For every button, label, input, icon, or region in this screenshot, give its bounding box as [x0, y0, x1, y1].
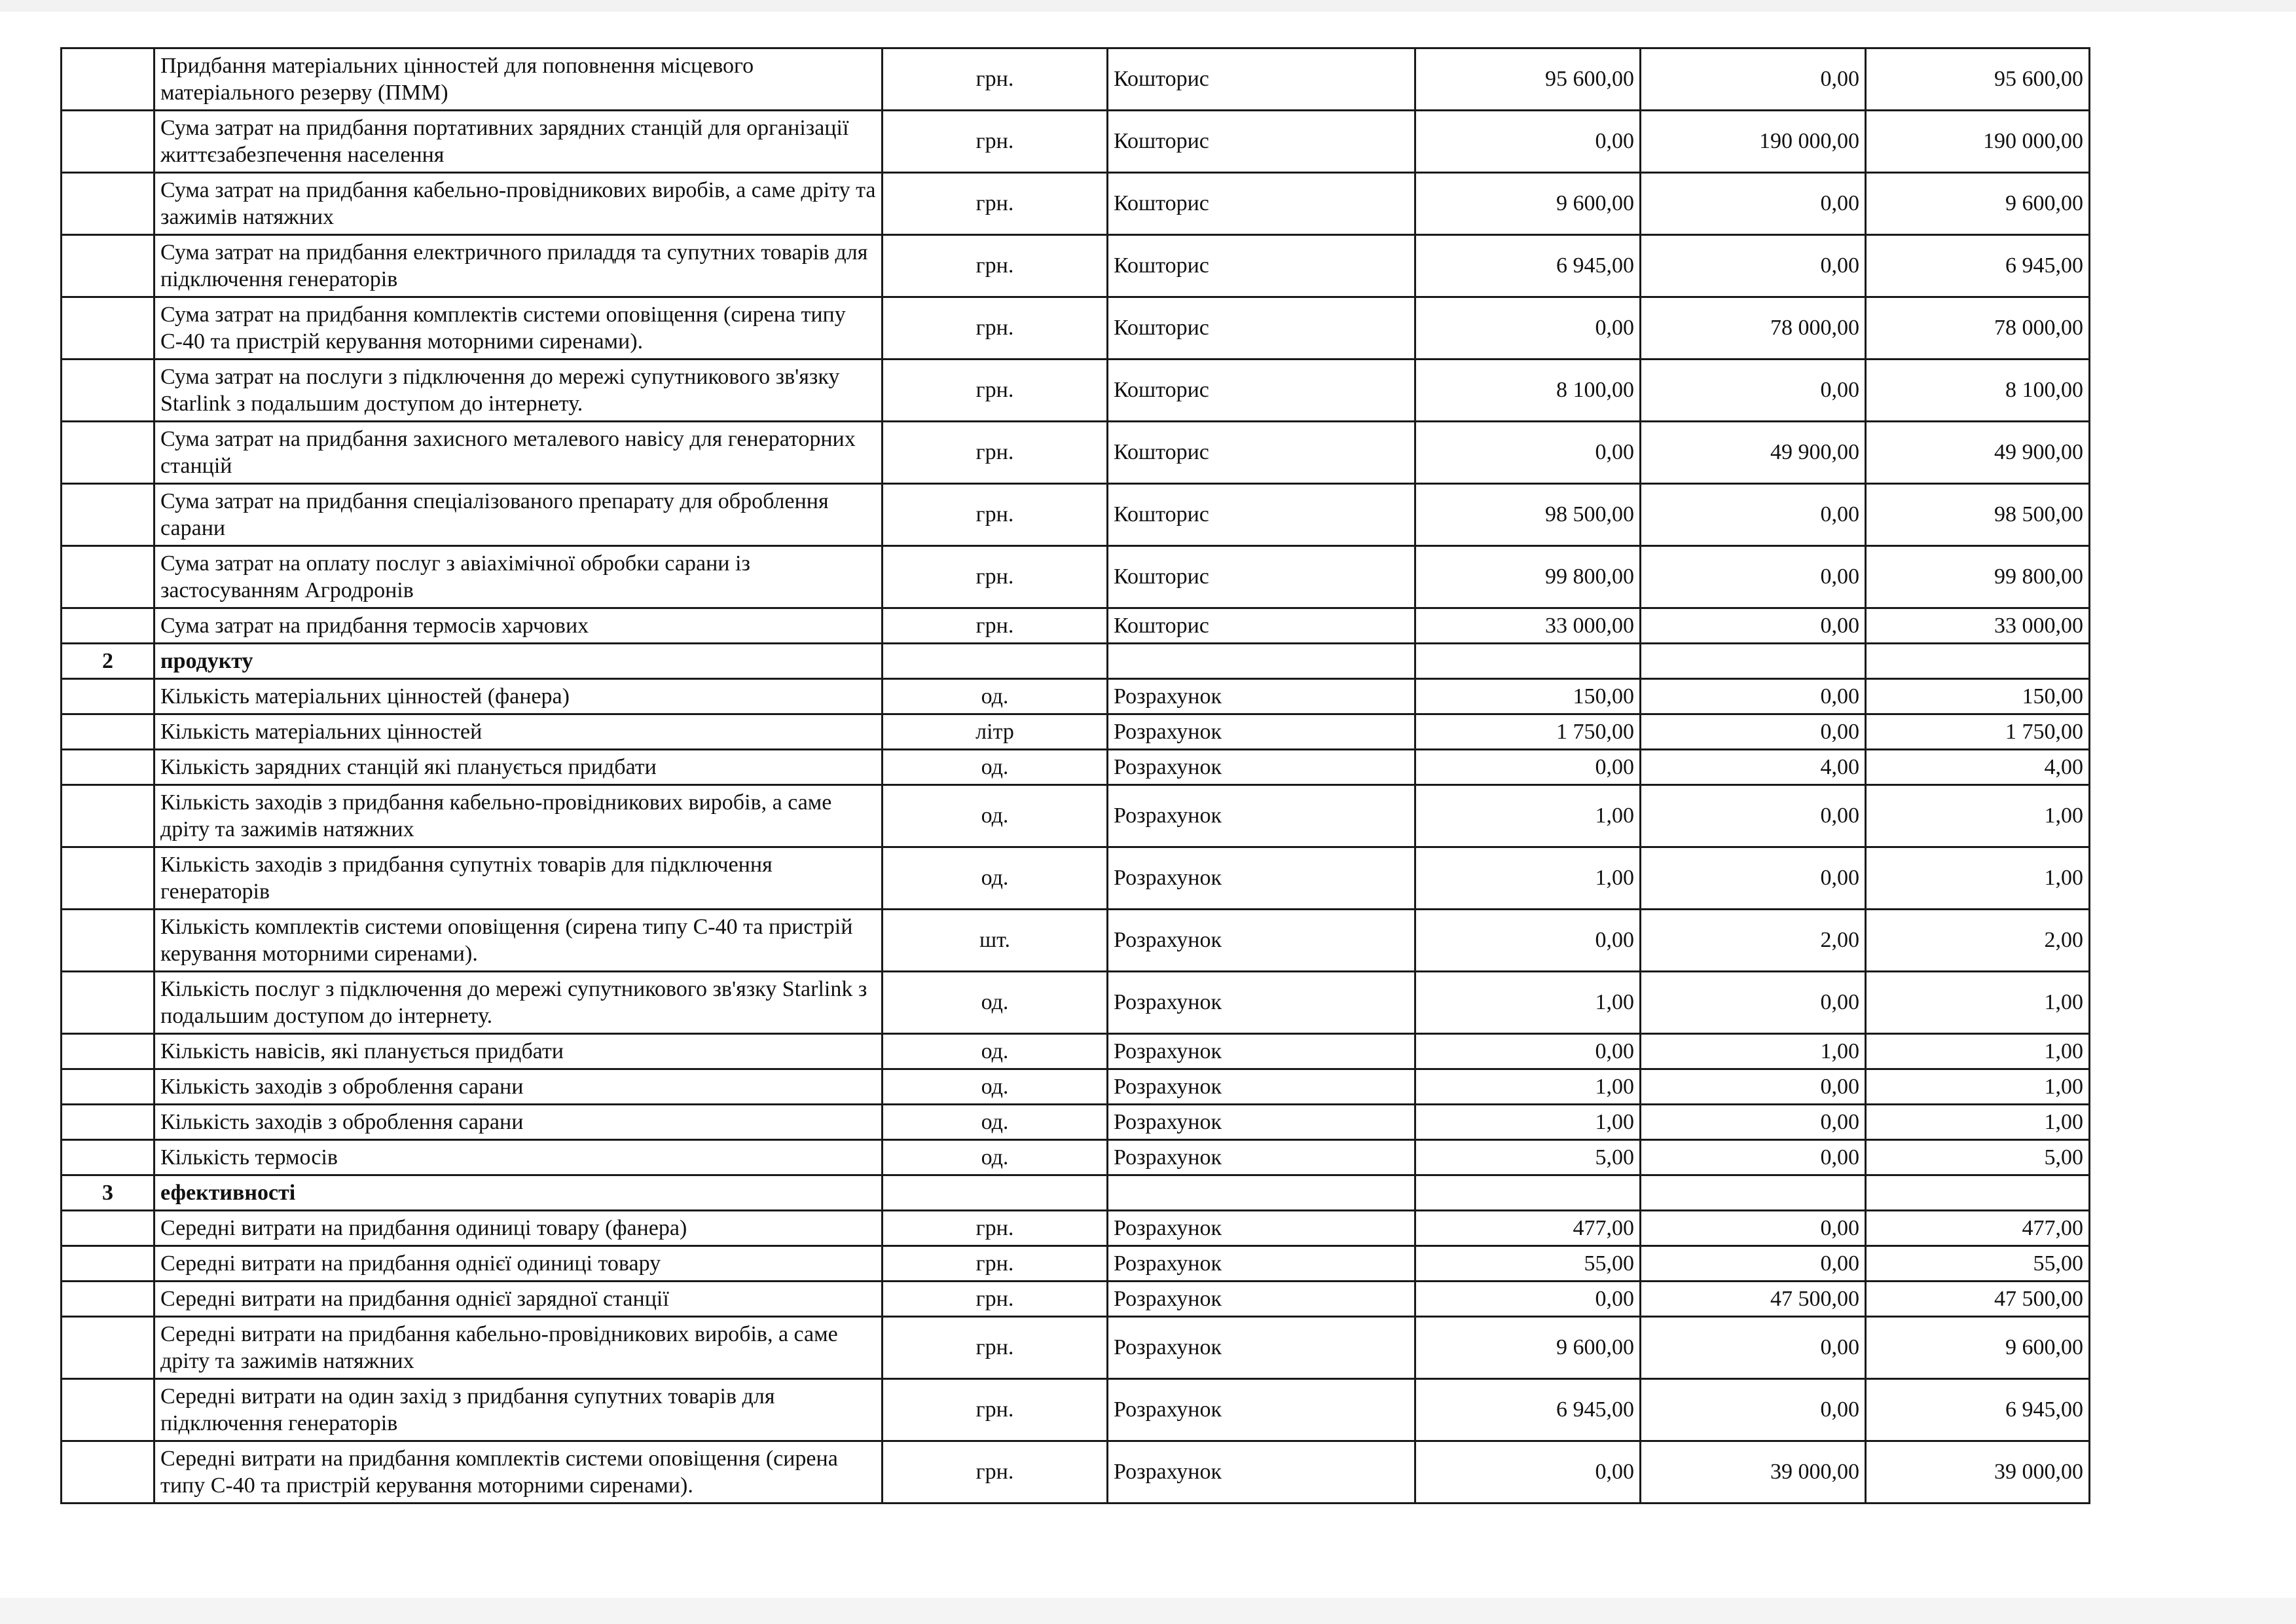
- value-total-cell: [1866, 644, 2090, 679]
- source-cell: Кошторис: [1108, 297, 1415, 360]
- value-general-fund-cell: 5,00: [1415, 1140, 1641, 1175]
- value-total-cell: 33 000,00: [1866, 608, 2090, 644]
- row-number-cell: [62, 48, 155, 111]
- value-total-cell: 1,00: [1866, 847, 2090, 910]
- row-number-cell: [62, 1246, 155, 1282]
- value-special-fund-cell: 0,00: [1641, 847, 1866, 910]
- indicator-name-cell: Середні витрати на один захід з придбання супутних товарів для підключення генераторів: [155, 1379, 883, 1441]
- value-total-cell: 1,00: [1866, 1105, 2090, 1140]
- unit-cell: грн.: [883, 111, 1108, 173]
- source-cell: Кошторис: [1108, 546, 1415, 608]
- value-total-cell: 95 600,00: [1866, 48, 2090, 111]
- value-special-fund-cell: 0,00: [1641, 1069, 1866, 1105]
- value-total-cell: 49 900,00: [1866, 422, 2090, 484]
- indicator-name-cell: Сума затрат на придбання кабельно-провідникових виробів, а саме дріту та зажимів натяжних: [155, 173, 883, 235]
- row-number-cell: [62, 235, 155, 297]
- source-cell: Розрахунок: [1108, 972, 1415, 1034]
- value-general-fund-cell: 9 600,00: [1415, 173, 1641, 235]
- value-special-fund-cell: 47 500,00: [1641, 1282, 1866, 1317]
- value-special-fund-cell: 0,00: [1641, 360, 1866, 422]
- source-cell: [1108, 1175, 1415, 1211]
- value-general-fund-cell: 9 600,00: [1415, 1317, 1641, 1379]
- source-cell: Розрахунок: [1108, 1379, 1415, 1441]
- value-special-fund-cell: 39 000,00: [1641, 1441, 1866, 1504]
- source-cell: Розрахунок: [1108, 1246, 1415, 1282]
- indicator-name-cell: Сума затрат на придбання портативних зарядних станцій для організації життєзабезпечення населення: [155, 111, 883, 173]
- source-cell: Розрахунок: [1108, 785, 1415, 847]
- row-number-cell: [62, 847, 155, 910]
- value-special-fund-cell: 0,00: [1641, 1317, 1866, 1379]
- indicator-name-cell: Середні витрати на придбання однієї зарядної станції: [155, 1282, 883, 1317]
- table-row: [62, 360, 2090, 422]
- source-cell: Кошторис: [1108, 235, 1415, 297]
- value-special-fund-cell: 78 000,00: [1641, 297, 1866, 360]
- unit-cell: грн.: [883, 484, 1108, 546]
- unit-cell: од.: [883, 847, 1108, 910]
- indicator-name-cell: Кількість заходів з оброблення сарани: [155, 1069, 883, 1105]
- unit-cell: грн.: [883, 173, 1108, 235]
- source-cell: Розрахунок: [1108, 1069, 1415, 1105]
- table-row: [62, 1105, 2090, 1140]
- source-cell: Розрахунок: [1108, 1211, 1415, 1246]
- table-row: [62, 297, 2090, 360]
- value-general-fund-cell: 6 945,00: [1415, 1379, 1641, 1441]
- row-number-cell: [62, 910, 155, 972]
- table-row: [62, 1282, 2090, 1317]
- value-special-fund-cell: 0,00: [1641, 1140, 1866, 1175]
- table-row: [62, 1246, 2090, 1282]
- unit-cell: грн.: [883, 360, 1108, 422]
- source-cell: Розрахунок: [1108, 679, 1415, 714]
- unit-cell: грн.: [883, 1441, 1108, 1504]
- value-special-fund-cell: 0,00: [1641, 1105, 1866, 1140]
- indicator-name-cell: Кількість заходів з придбання кабельно-провідникових виробів, а саме дріту та зажимів натяжних: [155, 785, 883, 847]
- source-cell: Кошторис: [1108, 484, 1415, 546]
- row-number-cell: [62, 679, 155, 714]
- value-special-fund-cell: 0,00: [1641, 608, 1866, 644]
- value-general-fund-cell: 6 945,00: [1415, 235, 1641, 297]
- table-row: [62, 750, 2090, 785]
- value-special-fund-cell: 4,00: [1641, 750, 1866, 785]
- row-number-cell: [62, 750, 155, 785]
- value-total-cell: 8 100,00: [1866, 360, 2090, 422]
- value-special-fund-cell: [1641, 1175, 1866, 1211]
- scan-edge-bottom: [0, 1598, 2296, 1624]
- value-general-fund-cell: 0,00: [1415, 910, 1641, 972]
- row-number-cell: [62, 1317, 155, 1379]
- value-special-fund-cell: 0,00: [1641, 1211, 1866, 1246]
- unit-cell: грн.: [883, 1317, 1108, 1379]
- unit-cell: од.: [883, 679, 1108, 714]
- row-number-cell: [62, 1211, 155, 1246]
- value-total-cell: 98 500,00: [1866, 484, 2090, 546]
- indicator-name-cell: Кількість заходів з придбання супутніх товарів для підключення генераторів: [155, 847, 883, 910]
- row-number-cell: [62, 1140, 155, 1175]
- value-general-fund-cell: 55,00: [1415, 1246, 1641, 1282]
- table-row: [62, 785, 2090, 847]
- table-row: [62, 1034, 2090, 1069]
- value-special-fund-cell: 0,00: [1641, 1246, 1866, 1282]
- value-special-fund-cell: 0,00: [1641, 546, 1866, 608]
- value-total-cell: 78 000,00: [1866, 297, 2090, 360]
- source-cell: Розрахунок: [1108, 847, 1415, 910]
- value-special-fund-cell: [1641, 644, 1866, 679]
- table-row: [62, 714, 2090, 750]
- indicator-name-cell: Придбання матеріальних цінностей для поповнення місцевого матеріального резерву (ПММ): [155, 48, 883, 111]
- value-total-cell: 1,00: [1866, 1069, 2090, 1105]
- value-special-fund-cell: 0,00: [1641, 484, 1866, 546]
- value-total-cell: 47 500,00: [1866, 1282, 2090, 1317]
- value-general-fund-cell: 0,00: [1415, 422, 1641, 484]
- table-row: [62, 48, 2090, 111]
- table-row: [62, 546, 2090, 608]
- source-cell: Кошторис: [1108, 360, 1415, 422]
- row-number-cell: [62, 972, 155, 1034]
- row-number-cell: [62, 1441, 155, 1504]
- row-number-cell: [62, 1379, 155, 1441]
- indicator-name-cell: Середні витрати на придбання однієї одиниці товару: [155, 1246, 883, 1282]
- value-total-cell: [1866, 1175, 2090, 1211]
- unit-cell: грн.: [883, 1246, 1108, 1282]
- unit-cell: грн.: [883, 608, 1108, 644]
- table-row: [62, 1441, 2090, 1504]
- unit-cell: од.: [883, 1069, 1108, 1105]
- scan-edge-top: [0, 0, 2296, 12]
- table-row: [62, 1140, 2090, 1175]
- indicator-name-cell: Середні витрати на придбання кабельно-провідникових виробів, а саме дріту та зажимів натяжних: [155, 1317, 883, 1379]
- value-total-cell: 39 000,00: [1866, 1441, 2090, 1504]
- value-total-cell: 2,00: [1866, 910, 2090, 972]
- table-row: [62, 235, 2090, 297]
- source-cell: Кошторис: [1108, 608, 1415, 644]
- value-special-fund-cell: 0,00: [1641, 785, 1866, 847]
- indicators-table-body: [62, 48, 2090, 1504]
- indicator-name-cell: Сума затрат на придбання комплектів системи оповіщення (сирена типу С-40 та пристрій керування моторними сиренами).: [155, 297, 883, 360]
- row-number-cell: [62, 422, 155, 484]
- source-cell: Розрахунок: [1108, 910, 1415, 972]
- indicator-name-cell: Середні витрати на придбання комплектів системи оповіщення (сирена типу С-40 та пристрій керування моторними сиренами).: [155, 1441, 883, 1504]
- table-row: [62, 1069, 2090, 1105]
- unit-cell: од.: [883, 785, 1108, 847]
- value-total-cell: 477,00: [1866, 1211, 2090, 1246]
- value-general-fund-cell: 0,00: [1415, 1282, 1641, 1317]
- value-special-fund-cell: 0,00: [1641, 679, 1866, 714]
- section-header-row: [62, 1175, 2090, 1211]
- unit-cell: од.: [883, 1140, 1108, 1175]
- value-general-fund-cell: 99 800,00: [1415, 546, 1641, 608]
- unit-cell: шт.: [883, 910, 1108, 972]
- unit-cell: од.: [883, 972, 1108, 1034]
- unit-cell: літр: [883, 714, 1108, 750]
- row-number-cell: 2: [62, 644, 155, 679]
- row-number-cell: [62, 297, 155, 360]
- value-total-cell: 9 600,00: [1866, 1317, 2090, 1379]
- source-cell: Кошторис: [1108, 173, 1415, 235]
- value-general-fund-cell: 0,00: [1415, 1441, 1641, 1504]
- unit-cell: грн.: [883, 1282, 1108, 1317]
- value-total-cell: 6 945,00: [1866, 235, 2090, 297]
- value-general-fund-cell: 1,00: [1415, 1069, 1641, 1105]
- section-header-row: [62, 644, 2090, 679]
- unit-cell: грн.: [883, 235, 1108, 297]
- value-total-cell: 1,00: [1866, 1034, 2090, 1069]
- indicator-name-cell: Сума затрат на придбання спеціалізованого препарату для оброблення сарани: [155, 484, 883, 546]
- unit-cell: од.: [883, 1105, 1108, 1140]
- value-total-cell: 190 000,00: [1866, 111, 2090, 173]
- value-special-fund-cell: 0,00: [1641, 48, 1866, 111]
- value-general-fund-cell: 95 600,00: [1415, 48, 1641, 111]
- indicator-name-cell: Кількість комплектів системи оповіщення (сирена типу С-40 та пристрій керування моторними сиренами).: [155, 910, 883, 972]
- value-total-cell: 1,00: [1866, 972, 2090, 1034]
- value-general-fund-cell: 477,00: [1415, 1211, 1641, 1246]
- unit-cell: грн.: [883, 546, 1108, 608]
- value-special-fund-cell: 190 000,00: [1641, 111, 1866, 173]
- source-cell: Кошторис: [1108, 48, 1415, 111]
- row-number-cell: [62, 111, 155, 173]
- row-number-cell: [62, 608, 155, 644]
- unit-cell: грн.: [883, 1211, 1108, 1246]
- row-number-cell: [62, 1069, 155, 1105]
- value-total-cell: 9 600,00: [1866, 173, 2090, 235]
- unit-cell: [883, 1175, 1108, 1211]
- value-total-cell: 1,00: [1866, 785, 2090, 847]
- unit-cell: од.: [883, 1034, 1108, 1069]
- row-number-cell: 3: [62, 1175, 155, 1211]
- indicator-name-cell: Кількість заходів з оброблення сарани: [155, 1105, 883, 1140]
- row-number-cell: [62, 1105, 155, 1140]
- indicator-name-cell: Кількість матеріальних цінностей (фанера): [155, 679, 883, 714]
- row-number-cell: [62, 714, 155, 750]
- table-row: [62, 1211, 2090, 1246]
- value-general-fund-cell: 1,00: [1415, 972, 1641, 1034]
- source-cell: Кошторис: [1108, 111, 1415, 173]
- value-general-fund-cell: 1,00: [1415, 1105, 1641, 1140]
- unit-cell: грн.: [883, 48, 1108, 111]
- value-total-cell: 55,00: [1866, 1246, 2090, 1282]
- value-special-fund-cell: 2,00: [1641, 910, 1866, 972]
- indicators-table: [60, 47, 2090, 1504]
- value-special-fund-cell: 0,00: [1641, 972, 1866, 1034]
- table-row: [62, 422, 2090, 484]
- indicator-name-cell: Сума затрат на придбання термосів харчових: [155, 608, 883, 644]
- indicator-name-cell: Середні витрати на придбання одиниці товару (фанера): [155, 1211, 883, 1246]
- value-total-cell: 5,00: [1866, 1140, 2090, 1175]
- value-general-fund-cell: 1 750,00: [1415, 714, 1641, 750]
- indicator-name-cell: Сума затрат на оплату послуг з авіахімічної обробки сарани із застосуванням Агродронів: [155, 546, 883, 608]
- value-special-fund-cell: 0,00: [1641, 714, 1866, 750]
- indicator-name-cell: Кількість послуг з підключення до мережі супутникового зв'язку Starlink з подальшим доступом до інтернету.: [155, 972, 883, 1034]
- table-row: [62, 484, 2090, 546]
- table-row: [62, 1379, 2090, 1441]
- value-general-fund-cell: 1,00: [1415, 847, 1641, 910]
- indicator-name-cell: Кількість навісів, які планується придбати: [155, 1034, 883, 1069]
- value-general-fund-cell: 1,00: [1415, 785, 1641, 847]
- source-cell: Розрахунок: [1108, 1105, 1415, 1140]
- value-total-cell: 99 800,00: [1866, 546, 2090, 608]
- table-row: [62, 173, 2090, 235]
- row-number-cell: [62, 360, 155, 422]
- unit-cell: грн.: [883, 297, 1108, 360]
- value-special-fund-cell: 1,00: [1641, 1034, 1866, 1069]
- value-general-fund-cell: 0,00: [1415, 1034, 1641, 1069]
- unit-cell: грн.: [883, 1379, 1108, 1441]
- value-total-cell: 150,00: [1866, 679, 2090, 714]
- value-total-cell: 6 945,00: [1866, 1379, 2090, 1441]
- source-cell: Розрахунок: [1108, 1140, 1415, 1175]
- row-number-cell: [62, 173, 155, 235]
- value-special-fund-cell: 0,00: [1641, 1379, 1866, 1441]
- indicator-name-cell: Сума затрат на послуги з підключення до мережі супутникового зв'язку Starlink з подальшим доступом до інтернету.: [155, 360, 883, 422]
- unit-cell: [883, 644, 1108, 679]
- value-general-fund-cell: 150,00: [1415, 679, 1641, 714]
- row-number-cell: [62, 1282, 155, 1317]
- row-number-cell: [62, 484, 155, 546]
- value-general-fund-cell: [1415, 644, 1641, 679]
- source-cell: Розрахунок: [1108, 1441, 1415, 1504]
- table-row: [62, 972, 2090, 1034]
- indicator-name-cell: Сума затрат на придбання електричного приладдя та супутних товарів для підключення генераторів: [155, 235, 883, 297]
- indicator-name-cell: Сума затрат на придбання захисного металевого навісу для генераторних станцій: [155, 422, 883, 484]
- unit-cell: од.: [883, 750, 1108, 785]
- table-row: [62, 111, 2090, 173]
- value-special-fund-cell: 49 900,00: [1641, 422, 1866, 484]
- value-special-fund-cell: 0,00: [1641, 173, 1866, 235]
- value-special-fund-cell: 0,00: [1641, 235, 1866, 297]
- source-cell: Кошторис: [1108, 422, 1415, 484]
- indicator-name-cell: продукту: [155, 644, 883, 679]
- indicator-name-cell: Кількість зарядних станцій які планується придбати: [155, 750, 883, 785]
- indicator-name-cell: Кількість термосів: [155, 1140, 883, 1175]
- value-total-cell: 1 750,00: [1866, 714, 2090, 750]
- table-row: [62, 1317, 2090, 1379]
- source-cell: Розрахунок: [1108, 1317, 1415, 1379]
- table-row: [62, 910, 2090, 972]
- row-number-cell: [62, 1034, 155, 1069]
- source-cell: Розрахунок: [1108, 750, 1415, 785]
- row-number-cell: [62, 546, 155, 608]
- value-general-fund-cell: 0,00: [1415, 111, 1641, 173]
- value-total-cell: 4,00: [1866, 750, 2090, 785]
- value-general-fund-cell: 33 000,00: [1415, 608, 1641, 644]
- value-general-fund-cell: 98 500,00: [1415, 484, 1641, 546]
- row-number-cell: [62, 785, 155, 847]
- source-cell: Розрахунок: [1108, 714, 1415, 750]
- table-row: [62, 608, 2090, 644]
- indicator-name-cell: ефективності: [155, 1175, 883, 1211]
- value-general-fund-cell: 8 100,00: [1415, 360, 1641, 422]
- unit-cell: грн.: [883, 422, 1108, 484]
- table-row: [62, 847, 2090, 910]
- source-cell: Розрахунок: [1108, 1282, 1415, 1317]
- value-general-fund-cell: [1415, 1175, 1641, 1211]
- table-row: [62, 679, 2090, 714]
- value-general-fund-cell: 0,00: [1415, 297, 1641, 360]
- value-general-fund-cell: 0,00: [1415, 750, 1641, 785]
- indicator-name-cell: Кількість матеріальних цінностей: [155, 714, 883, 750]
- source-cell: Розрахунок: [1108, 1034, 1415, 1069]
- source-cell: [1108, 644, 1415, 679]
